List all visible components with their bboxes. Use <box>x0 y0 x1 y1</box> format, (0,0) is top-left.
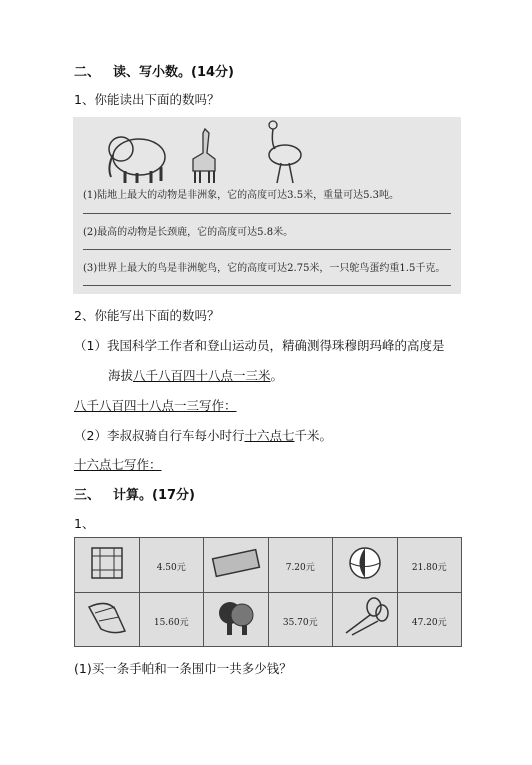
ping-pong-cell <box>204 592 269 647</box>
handkerchief-cell <box>75 538 140 593</box>
giraffe-icon <box>185 125 219 185</box>
elephant-icon <box>101 127 171 185</box>
price-cell <box>268 538 333 593</box>
problem-1-number-words: 八千八百四十八点一三米 <box>133 368 271 383</box>
pencil-box-cell <box>204 538 269 593</box>
problem-1-line-2 <box>108 366 283 384</box>
section-3-title: 计算。(17分) <box>113 488 195 503</box>
scarf-icon <box>85 597 129 637</box>
write-as-2: 十六点七写作： <box>74 457 162 472</box>
price-cell <box>139 592 204 647</box>
badminton-racket-icon <box>340 597 390 637</box>
price-badminton: 47.20元 <box>411 617 447 628</box>
question-1-read: 1、你能读出下面的数吗？ <box>74 92 220 107</box>
scarf-cell <box>75 592 140 647</box>
handkerchief-icon <box>88 544 126 582</box>
image-text-line-2: (2)最高的动物是长颈鹿，它的高度可达5.8米。 <box>83 227 294 238</box>
section-3-number: 三、 <box>74 488 101 503</box>
badminton-cell <box>333 592 398 647</box>
animals-image <box>73 117 461 294</box>
answer-line <box>83 249 451 250</box>
price-ping-pong: 35.70元 <box>282 617 318 628</box>
table-row <box>75 538 462 593</box>
ostrich-icon <box>259 119 311 187</box>
problem-1-end: 。 <box>270 368 284 383</box>
question-2-write: 2、你能写出下面的数吗？ <box>74 308 220 323</box>
beach-ball-icon <box>346 544 384 582</box>
problem-1-text: （1）我国科学工作者和登山运动员，精确测得珠穆朗玛峰的高度是 <box>74 338 445 353</box>
write-as-1: 八千八百四十八点一三写作： <box>74 398 237 413</box>
section-2-number: 二、 <box>74 65 101 80</box>
problem-2-suffix: 千米。 <box>294 428 332 443</box>
problem-2-text <box>74 426 332 444</box>
price-handkerchief: 4.50元 <box>156 563 186 574</box>
answer-line <box>83 285 451 286</box>
price-cell <box>397 592 462 647</box>
pencil-box-icon <box>211 548 261 578</box>
sub-question-1: (1)买一条手帕和一条围巾一共多少钱？ <box>74 661 292 676</box>
image-text-line-1: (1)陆地上最大的动物是非洲象，它的高度可达3.5米，重量可达5.3吨。 <box>83 190 399 201</box>
ball-cell <box>333 538 398 593</box>
problem-1-prefix: 海拔 <box>108 368 134 383</box>
price-table <box>74 537 462 647</box>
problem-2-number-words: 十六点七 <box>244 428 295 443</box>
image-text-line-3: (3)世界上最大的鸟是非洲鸵鸟，它的高度可达2.75米，一只鸵鸟蛋约重1.5千克。 <box>83 263 446 274</box>
price-cell <box>397 538 462 593</box>
price-cell <box>268 592 333 647</box>
section-2-title: 读、写小数。(14分) <box>113 65 234 80</box>
price-ball: 21.80元 <box>411 563 447 574</box>
table-row <box>75 592 462 647</box>
problem-2-prefix: （2）李叔叔骑自行车每小时行 <box>74 428 245 443</box>
price-pencil-box: 7.20元 <box>285 563 315 574</box>
price-cell <box>139 538 204 593</box>
answer-line <box>83 213 451 214</box>
ping-pong-paddle-icon <box>214 597 258 637</box>
question-1-calc: 1、 <box>74 516 95 531</box>
price-scarf: 15.60元 <box>153 617 189 628</box>
